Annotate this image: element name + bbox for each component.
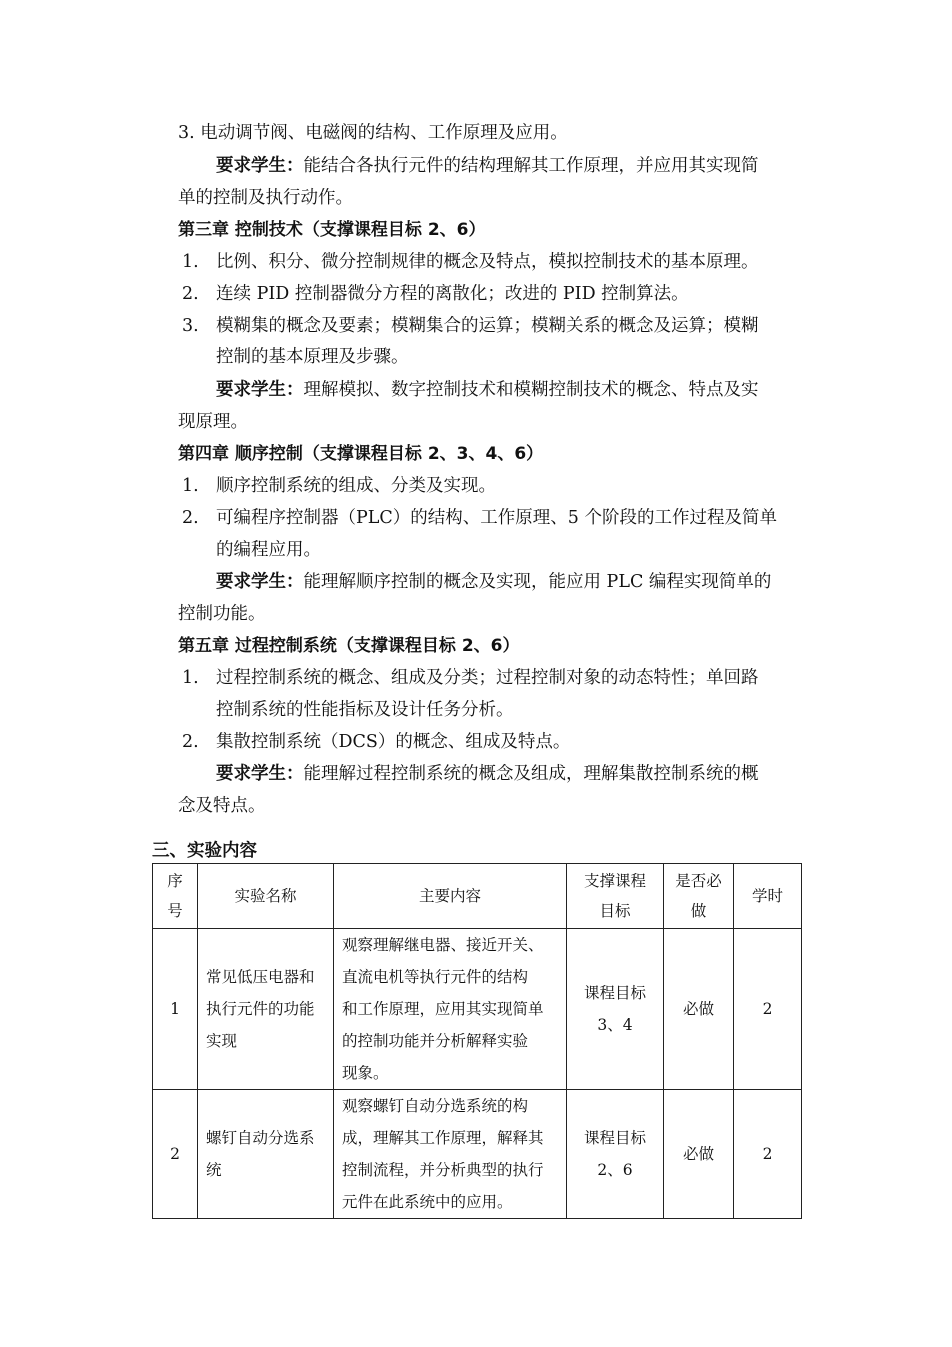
text: 能理解顺序控制的概念及实现，能应用 PLC 编程实现简单的 — [303, 572, 772, 592]
header-name: 实验名称 — [198, 864, 334, 929]
cell-required: 必做 — [664, 929, 734, 1090]
requirement-label: 要求学生： — [216, 380, 304, 400]
text: 控制功能。 — [178, 604, 266, 624]
item-text: 可编程序控制器（PLC）的结构、工作原理、5 个阶段的工作过程及简单 — [216, 508, 777, 528]
text-line — [178, 117, 818, 149]
cell-name: 螺钉自动分选系 统 — [198, 1090, 334, 1219]
header-seq: 序 号 — [153, 864, 198, 929]
item-text: 的编程应用。 — [216, 540, 321, 560]
requirement-line — [216, 374, 856, 406]
table-header-row — [153, 864, 802, 929]
text-line — [178, 182, 818, 214]
text: 念及特点。 — [178, 796, 266, 816]
item-number: 2. — [182, 732, 199, 752]
chapter-title: 第三章 控制技术（支撑课程目标 2、6） — [178, 220, 486, 240]
requirement-line — [216, 566, 856, 598]
cell-goal: 课程目标 3、4 — [567, 929, 664, 1090]
section-title: 三、实验内容 — [152, 841, 257, 861]
item-text: 顺序控制系统的组成、分类及实现。 — [216, 476, 496, 496]
table-row — [153, 929, 802, 1090]
item-number: 2. — [182, 508, 199, 528]
item-text: 模糊集的概念及要素；模糊集合的运算；模糊关系的概念及运算；模糊 — [216, 316, 759, 336]
cell-content: 观察理解继电器、接近开关、 直流电机等执行元件的结构 和工作原理，应用其实现简单 的控制功能并分析解释实验 现象。 — [334, 929, 567, 1090]
experiment-table — [152, 863, 802, 1219]
chapter-title: 第四章 顺序控制（支撑课程目标 2、3、4、6） — [178, 444, 544, 464]
item-text: 比例、积分、微分控制规律的概念及特点，模拟控制技术的基本原理。 — [216, 252, 759, 272]
cell-goal: 课程目标 2、6 — [567, 1090, 664, 1219]
table-row — [153, 1090, 802, 1219]
cell-required: 必做 — [664, 1090, 734, 1219]
item-number: 1. — [182, 252, 199, 272]
cell-content: 观察螺钉自动分选系统的构 成，理解其工作原理，解释其 控制流程，并分析典型的执行 元件在此系统中的应用。 — [334, 1090, 567, 1219]
text: 现原理。 — [178, 412, 248, 432]
item-number: 1. — [182, 668, 199, 688]
requirement-label: 要求学生： — [216, 764, 304, 784]
header-goal: 支撑课程 目标 — [567, 864, 664, 929]
item-number: 1. — [182, 476, 199, 496]
requirement-line — [216, 150, 856, 182]
item-text: 控制的基本原理及步骤。 — [216, 347, 409, 367]
requirement-line — [216, 758, 856, 790]
text-line — [178, 406, 818, 438]
cell-hours: 2 — [734, 929, 802, 1090]
header-required: 是否必 做 — [664, 864, 734, 929]
chapter-title: 第五章 过程控制系统（支撑课程目标 2、6） — [178, 636, 520, 656]
item-number: 3. — [182, 316, 199, 336]
header-hours: 学时 — [734, 864, 802, 929]
text: 能理解过程控制系统的概念及组成，理解集散控制系统的概 — [303, 764, 759, 784]
text-line — [178, 790, 818, 822]
text: 3. 电动调节阀、电磁阀的结构、工作原理及应用。 — [178, 123, 568, 143]
requirement-label: 要求学生： — [216, 572, 304, 592]
header-content: 主要内容 — [334, 864, 567, 929]
item-number: 2. — [182, 284, 199, 304]
cell-seq: 1 — [153, 929, 198, 1090]
item-text: 连续 PID 控制器微分方程的离散化；改进的 PID 控制算法。 — [216, 284, 689, 304]
cell-seq: 2 — [153, 1090, 198, 1219]
requirement-label: 要求学生： — [216, 156, 304, 176]
cell-hours: 2 — [734, 1090, 802, 1219]
cell-name: 常见低压电器和 执行元件的功能 实现 — [198, 929, 334, 1090]
item-text: 过程控制系统的概念、组成及分类；过程控制对象的动态特性；单回路 — [216, 668, 759, 688]
text: 理解模拟、数字控制技术和模糊控制技术的概念、特点及实 — [303, 380, 759, 400]
text: 能结合各执行元件的结构理解其工作原理，并应用其实现简 — [303, 156, 759, 176]
item-text: 集散控制系统（DCS）的概念、组成及特点。 — [216, 732, 571, 752]
item-text: 控制系统的性能指标及设计任务分析。 — [216, 700, 514, 720]
text: 单的控制及执行动作。 — [178, 188, 353, 208]
text-line — [178, 598, 818, 630]
